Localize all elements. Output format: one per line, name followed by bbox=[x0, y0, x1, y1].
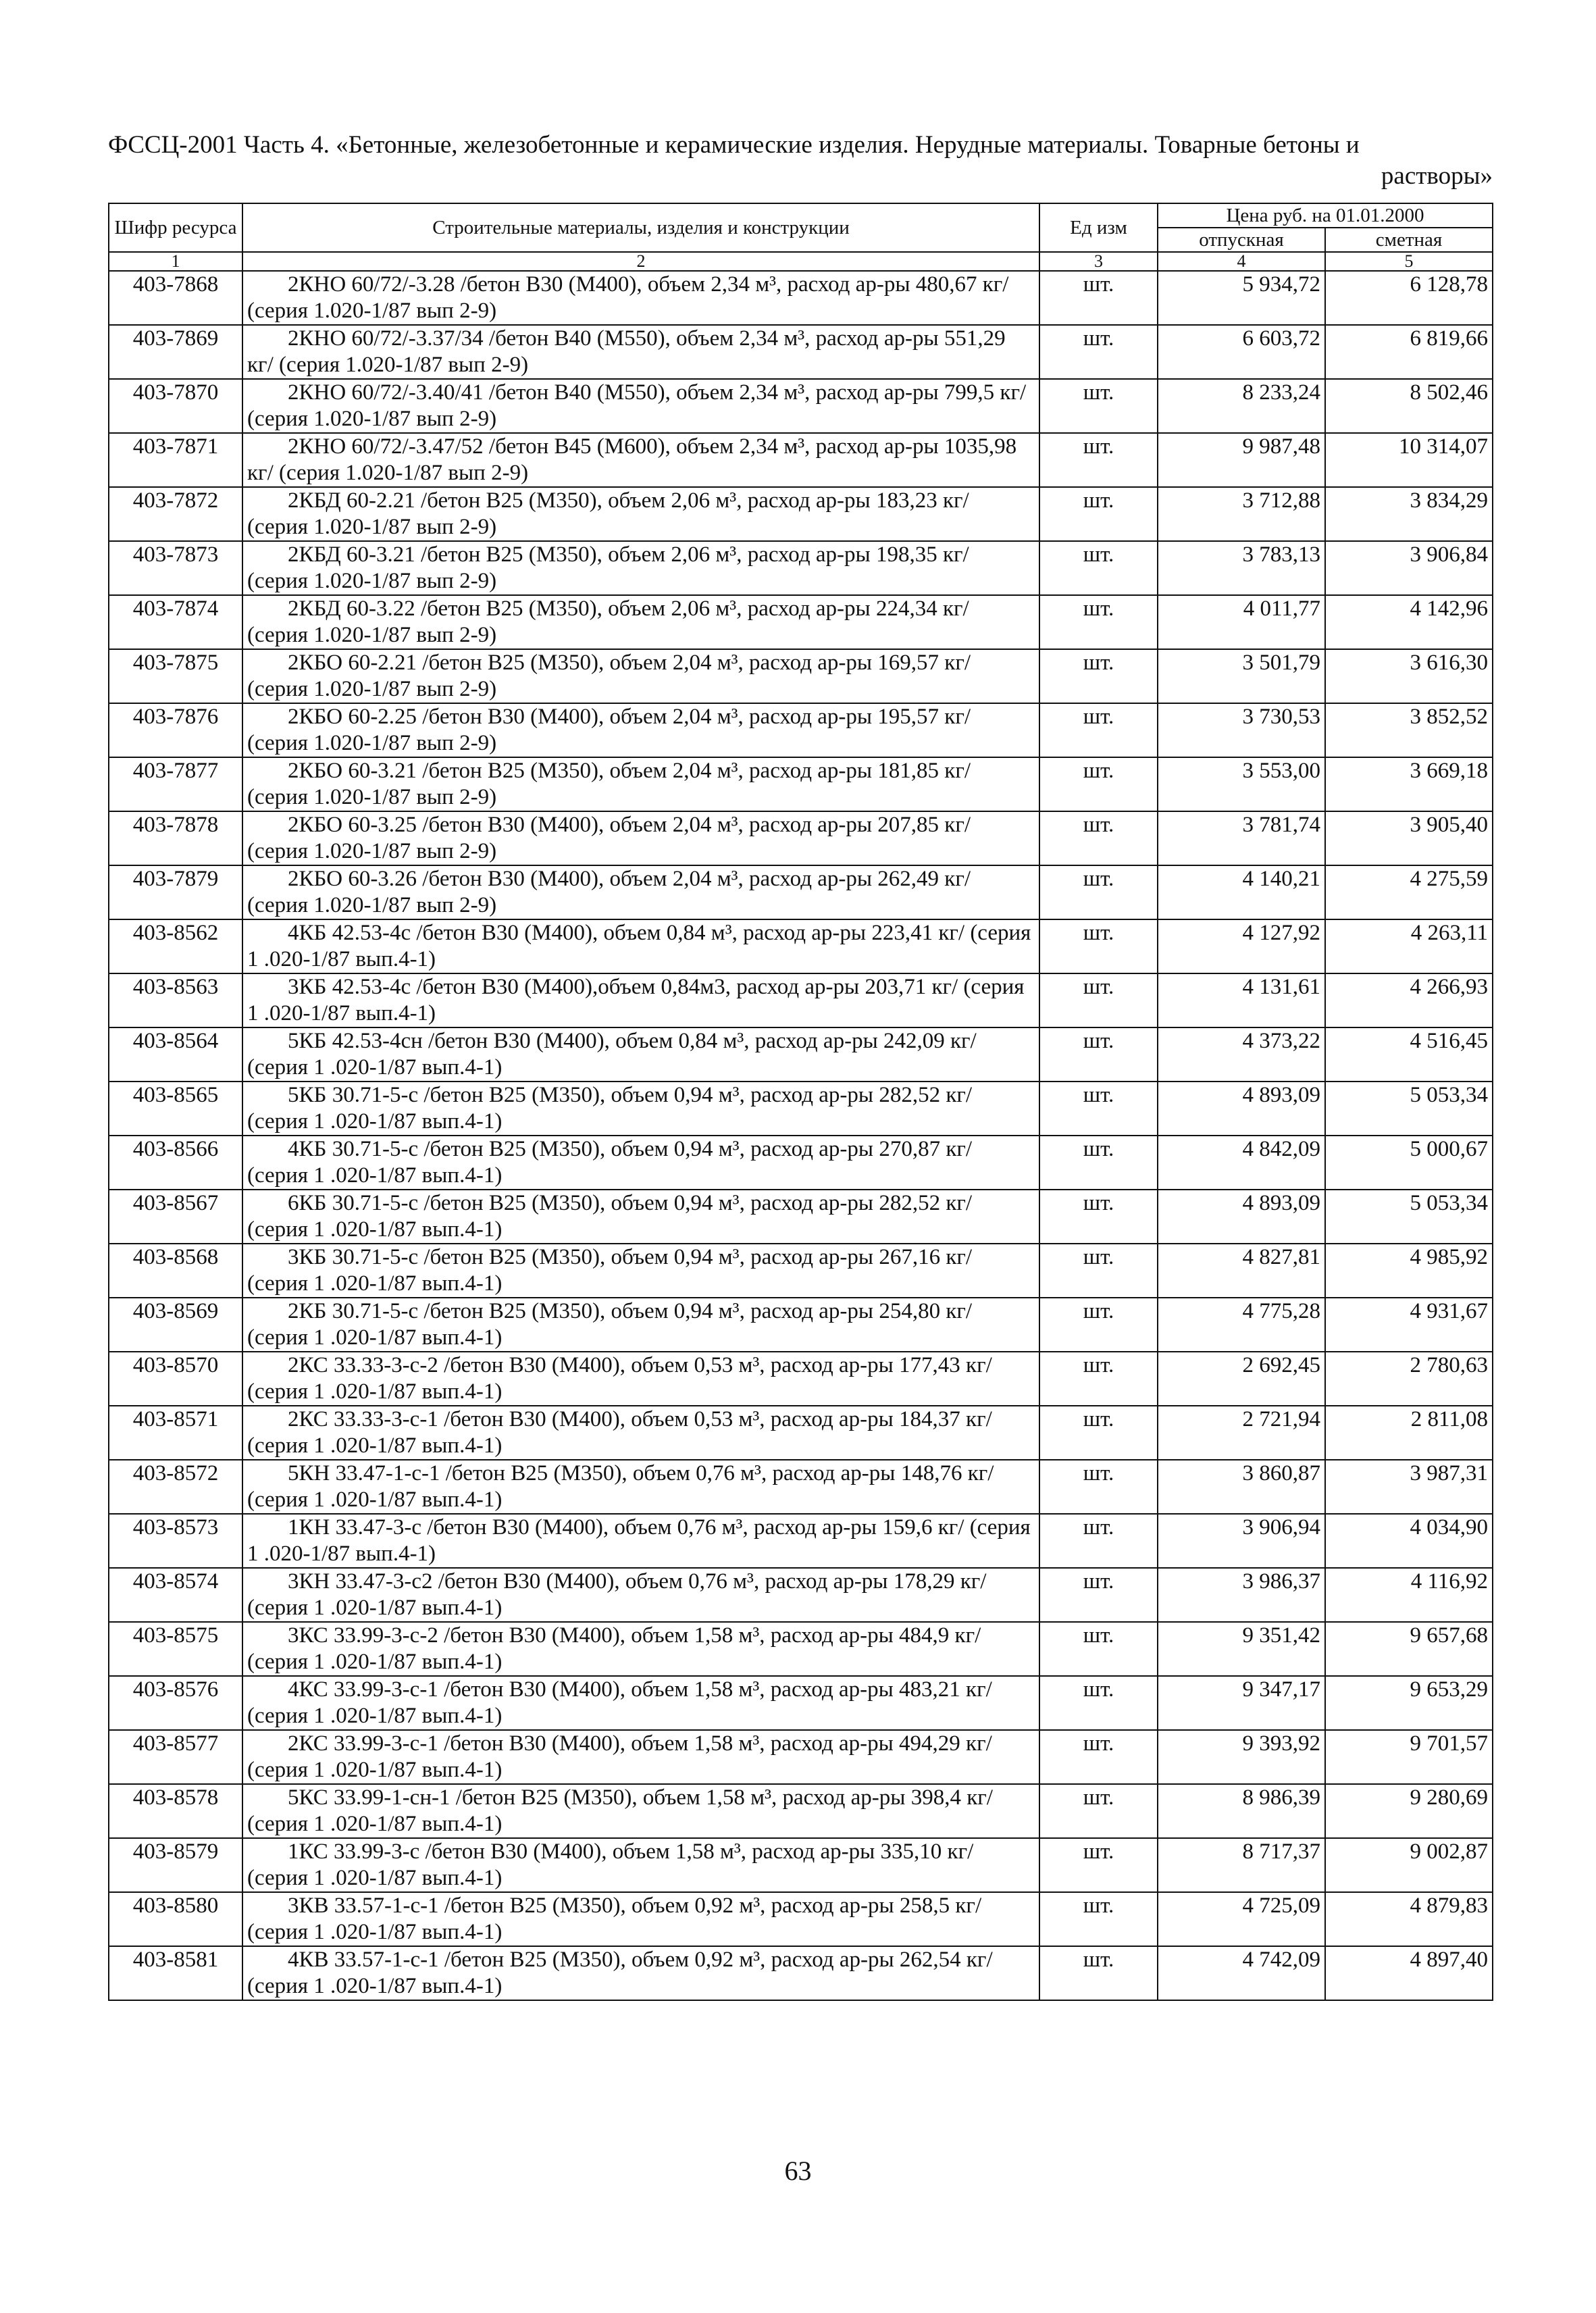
resource-code-cell: 403-8566 bbox=[109, 1136, 242, 1190]
unit-cell: шт. bbox=[1039, 1568, 1158, 1622]
release-price-cell: 3 781,74 bbox=[1158, 811, 1325, 865]
column-header-release-price: отпускная bbox=[1158, 228, 1325, 252]
release-price-cell: 8 233,24 bbox=[1158, 379, 1325, 433]
unit-cell: шт. bbox=[1039, 541, 1158, 595]
column-header-unit: Ед изм bbox=[1039, 203, 1158, 252]
estimate-price-cell: 2 780,63 bbox=[1325, 1352, 1493, 1406]
material-name-cell: 2КБО 60-2.25 /бетон В30 (М400), объем 2,04 м³, расход ар-ры 195,57 кг/ (серия 1.020-1/87 вып 2-9) bbox=[242, 703, 1039, 757]
table-row bbox=[109, 1082, 1493, 1136]
unit-cell: шт. bbox=[1039, 757, 1158, 811]
material-name-cell: 2КНО 60/72/-3.40/41 /бетон В40 (М550), объем 2,34 м³, расход ар-ры 799,5 кг/ (серия 1.020-1/87 вып 2-9) bbox=[242, 379, 1039, 433]
table-row bbox=[109, 973, 1493, 1027]
column-header-estimate-price: сметная bbox=[1325, 228, 1493, 252]
column-number: 3 bbox=[1039, 252, 1158, 271]
column-number: 2 bbox=[242, 252, 1039, 271]
estimate-price-cell: 9 701,57 bbox=[1325, 1730, 1493, 1784]
estimate-price-cell: 2 811,08 bbox=[1325, 1406, 1493, 1460]
estimate-price-cell: 4 142,96 bbox=[1325, 595, 1493, 649]
material-name-cell: 2КБО 60-3.26 /бетон В30 (М400), объем 2,04 м³, расход ар-ры 262,49 кг/ (серия 1.020-1/87 вып 2-9) bbox=[242, 865, 1039, 919]
table-row bbox=[109, 811, 1493, 865]
release-price-cell: 3 860,87 bbox=[1158, 1460, 1325, 1514]
resource-code-cell: 403-8567 bbox=[109, 1190, 242, 1244]
estimate-price-cell: 3 852,52 bbox=[1325, 703, 1493, 757]
unit-cell: шт. bbox=[1039, 1730, 1158, 1784]
table-row bbox=[109, 595, 1493, 649]
table-row bbox=[109, 1946, 1493, 2000]
table-row bbox=[109, 1136, 1493, 1190]
release-price-cell: 4 725,09 bbox=[1158, 1892, 1325, 1946]
column-header-price: Цена руб. на 01.01.2000 bbox=[1158, 203, 1493, 228]
resource-code-cell: 403-7876 bbox=[109, 703, 242, 757]
unit-cell: шт. bbox=[1039, 1406, 1158, 1460]
column-header-code: Шифр ресурса bbox=[109, 203, 242, 252]
resource-code-cell: 403-8578 bbox=[109, 1784, 242, 1838]
material-name-cell: 6КБ 30.71-5-с /бетон В25 (М350), объем 0,94 м³, расход ар-ры 282,52 кг/ (серия 1 .020-1/87 вып.4-1) bbox=[242, 1190, 1039, 1244]
unit-cell: шт. bbox=[1039, 487, 1158, 541]
resource-code-cell: 403-8576 bbox=[109, 1676, 242, 1730]
table-row bbox=[109, 1190, 1493, 1244]
unit-cell: шт. bbox=[1039, 1676, 1158, 1730]
table-row bbox=[109, 487, 1493, 541]
estimate-price-cell: 10 314,07 bbox=[1325, 433, 1493, 487]
table-row bbox=[109, 1298, 1493, 1352]
resource-code-cell: 403-7879 bbox=[109, 865, 242, 919]
estimate-price-cell: 4 516,45 bbox=[1325, 1027, 1493, 1082]
material-name-cell: 2КНО 60/72/-3.37/34 /бетон В40 (М550), объем 2,34 м³, расход ар-ры 551,29 кг/ (серия 1.020-1/87 вып 2-9) bbox=[242, 325, 1039, 379]
release-price-cell: 8 986,39 bbox=[1158, 1784, 1325, 1838]
resource-code-cell: 403-7872 bbox=[109, 487, 242, 541]
unit-cell: шт. bbox=[1039, 271, 1158, 325]
unit-cell: шт. bbox=[1039, 919, 1158, 973]
material-name-cell: 3КВ 33.57-1-с-1 /бетон В25 (М350), объем 0,92 м³, расход ар-ры 258,5 кг/ (серия 1 .020-1/87 вып.4-1) bbox=[242, 1892, 1039, 1946]
estimate-price-cell: 8 502,46 bbox=[1325, 379, 1493, 433]
unit-cell: шт. bbox=[1039, 1892, 1158, 1946]
table-row bbox=[109, 1460, 1493, 1514]
unit-cell: шт. bbox=[1039, 1136, 1158, 1190]
material-name-cell: 3КН 33.47-3-с2 /бетон В30 (М400), объем 0,76 м³, расход ар-ры 178,29 кг/ (серия 1 .020-1/87 вып.4-1) bbox=[242, 1568, 1039, 1622]
resource-code-cell: 403-8571 bbox=[109, 1406, 242, 1460]
page-number: 63 bbox=[784, 2156, 812, 2186]
price-table-body bbox=[109, 271, 1493, 2000]
resource-code-cell: 403-7874 bbox=[109, 595, 242, 649]
table-row bbox=[109, 541, 1493, 595]
column-number: 4 bbox=[1158, 252, 1325, 271]
document-header bbox=[108, 130, 1493, 192]
estimate-price-cell: 4 879,83 bbox=[1325, 1892, 1493, 1946]
material-name-cell: 2КБО 60-2.21 /бетон В25 (М350), объем 2,04 м³, расход ар-ры 169,57 кг/ (серия 1.020-1/87 вып 2-9) bbox=[242, 649, 1039, 703]
resource-code-cell: 403-7875 bbox=[109, 649, 242, 703]
column-number: 1 bbox=[109, 252, 242, 271]
resource-code-cell: 403-8568 bbox=[109, 1244, 242, 1298]
estimate-price-cell: 3 906,84 bbox=[1325, 541, 1493, 595]
release-price-cell: 2 721,94 bbox=[1158, 1406, 1325, 1460]
unit-cell: шт. bbox=[1039, 1190, 1158, 1244]
material-name-cell: 5КН 33.47-1-с-1 /бетон В25 (М350), объем 0,76 м³, расход ар-ры 148,76 кг/ (серия 1 .020-1/87 вып.4-1) bbox=[242, 1460, 1039, 1514]
table-row bbox=[109, 1892, 1493, 1946]
release-price-cell: 2 692,45 bbox=[1158, 1352, 1325, 1406]
table-row bbox=[109, 1514, 1493, 1568]
unit-cell: шт. bbox=[1039, 1514, 1158, 1568]
table-row bbox=[109, 703, 1493, 757]
unit-cell: шт. bbox=[1039, 1622, 1158, 1676]
resource-code-cell: 403-8577 bbox=[109, 1730, 242, 1784]
unit-cell: шт. bbox=[1039, 811, 1158, 865]
material-name-cell: 2КНО 60/72/-3.47/52 /бетон В45 (М600), объем 2,34 м³, расход ар-ры 1035,98 кг/ (серия 1.020-1/87 вып 2-9) bbox=[242, 433, 1039, 487]
estimate-price-cell: 4 985,92 bbox=[1325, 1244, 1493, 1298]
resource-code-cell: 403-7877 bbox=[109, 757, 242, 811]
unit-cell: шт. bbox=[1039, 1946, 1158, 2000]
estimate-price-cell: 9 280,69 bbox=[1325, 1784, 1493, 1838]
release-price-cell: 4 775,28 bbox=[1158, 1298, 1325, 1352]
table-row bbox=[109, 1244, 1493, 1298]
unit-cell: шт. bbox=[1039, 1244, 1158, 1298]
material-name-cell: 2КС 33.99-3-с-1 /бетон В30 (М400), объем 1,58 м³, расход ар-ры 494,29 кг/ (серия 1 .020-1/87 вып.4-1) bbox=[242, 1730, 1039, 1784]
material-name-cell: 2КБД 60-3.21 /бетон В25 (М350), объем 2,06 м³, расход ар-ры 198,35 кг/ (серия 1.020-1/87 вып 2-9) bbox=[242, 541, 1039, 595]
table-row bbox=[109, 865, 1493, 919]
release-price-cell: 5 934,72 bbox=[1158, 271, 1325, 325]
estimate-price-cell: 3 669,18 bbox=[1325, 757, 1493, 811]
resource-code-cell: 403-7870 bbox=[109, 379, 242, 433]
material-name-cell: 2КБД 60-3.22 /бетон В25 (М350), объем 2,06 м³, расход ар-ры 224,34 кг/ (серия 1.020-1/87 вып 2-9) bbox=[242, 595, 1039, 649]
table-row bbox=[109, 649, 1493, 703]
table-row bbox=[109, 271, 1493, 325]
estimate-price-cell: 6 128,78 bbox=[1325, 271, 1493, 325]
release-price-cell: 4 011,77 bbox=[1158, 595, 1325, 649]
resource-code-cell: 403-8570 bbox=[109, 1352, 242, 1406]
release-price-cell: 9 393,92 bbox=[1158, 1730, 1325, 1784]
estimate-price-cell: 6 819,66 bbox=[1325, 325, 1493, 379]
estimate-price-cell: 9 002,87 bbox=[1325, 1838, 1493, 1892]
resource-code-cell: 403-8573 bbox=[109, 1514, 242, 1568]
release-price-cell: 4 742,09 bbox=[1158, 1946, 1325, 2000]
estimate-price-cell: 4 263,11 bbox=[1325, 919, 1493, 973]
release-price-cell: 3 783,13 bbox=[1158, 541, 1325, 595]
material-name-cell: 1КН 33.47-3-с /бетон В30 (М400), объем 0,76 м³, расход ар-ры 159,6 кг/ (серия 1 .020-1/87 вып.4-1) bbox=[242, 1514, 1039, 1568]
release-price-cell: 4 131,61 bbox=[1158, 973, 1325, 1027]
release-price-cell: 4 893,09 bbox=[1158, 1190, 1325, 1244]
unit-cell: шт. bbox=[1039, 1298, 1158, 1352]
resource-code-cell: 403-8575 bbox=[109, 1622, 242, 1676]
release-price-cell: 4 827,81 bbox=[1158, 1244, 1325, 1298]
material-name-cell: 1КС 33.99-3-с /бетон В30 (М400), объем 1,58 м³, расход ар-ры 335,10 кг/ (серия 1 .020-1/87 вып.4-1) bbox=[242, 1838, 1039, 1892]
table-row bbox=[109, 325, 1493, 379]
estimate-price-cell: 4 116,92 bbox=[1325, 1568, 1493, 1622]
resource-code-cell: 403-8572 bbox=[109, 1460, 242, 1514]
release-price-cell: 3 501,79 bbox=[1158, 649, 1325, 703]
material-name-cell: 4КБ 30.71-5-с /бетон В25 (М350), объем 0,94 м³, расход ар-ры 270,87 кг/ (серия 1 .020-1/87 вып.4-1) bbox=[242, 1136, 1039, 1190]
release-price-cell: 4 127,92 bbox=[1158, 919, 1325, 973]
estimate-price-cell: 5 053,34 bbox=[1325, 1082, 1493, 1136]
release-price-cell: 9 347,17 bbox=[1158, 1676, 1325, 1730]
resource-code-cell: 403-8569 bbox=[109, 1298, 242, 1352]
unit-cell: шт. bbox=[1039, 379, 1158, 433]
unit-cell: шт. bbox=[1039, 433, 1158, 487]
table-row bbox=[109, 1838, 1493, 1892]
resource-code-cell: 403-7869 bbox=[109, 325, 242, 379]
material-name-cell: 4КВ 33.57-1-с-1 /бетон В25 (М350), объем 0,92 м³, расход ар-ры 262,54 кг/ (серия 1 .020-1/87 вып.4-1) bbox=[242, 1946, 1039, 2000]
estimate-price-cell: 9 657,68 bbox=[1325, 1622, 1493, 1676]
resource-code-cell: 403-8581 bbox=[109, 1946, 242, 2000]
resource-code-cell: 403-8579 bbox=[109, 1838, 242, 1892]
table-row bbox=[109, 1568, 1493, 1622]
material-name-cell: 2КС 33.33-3-с-1 /бетон В30 (М400), объем 0,53 м³, расход ар-ры 184,37 кг/ (серия 1 .020-1/87 вып.4-1) bbox=[242, 1406, 1039, 1460]
unit-cell: шт. bbox=[1039, 1784, 1158, 1838]
table-row bbox=[109, 1027, 1493, 1082]
release-price-cell: 3 553,00 bbox=[1158, 757, 1325, 811]
material-name-cell: 2КБО 60-3.25 /бетон В30 (М400), объем 2,04 м³, расход ар-ры 207,85 кг/ (серия 1.020-1/87 вып 2-9) bbox=[242, 811, 1039, 865]
estimate-price-cell: 3 616,30 bbox=[1325, 649, 1493, 703]
table-row bbox=[109, 433, 1493, 487]
estimate-price-cell: 3 987,31 bbox=[1325, 1460, 1493, 1514]
release-price-cell: 3 986,37 bbox=[1158, 1568, 1325, 1622]
table-row bbox=[109, 1352, 1493, 1406]
estimate-price-cell: 4 897,40 bbox=[1325, 1946, 1493, 2000]
material-name-cell: 4КБ 42.53-4с /бетон В30 (М400), объем 0,84 м³, расход ар-ры 223,41 кг/ (серия 1 .020-1/87 вып.4-1) bbox=[242, 919, 1039, 973]
unit-cell: шт. bbox=[1039, 973, 1158, 1027]
release-price-cell: 4 140,21 bbox=[1158, 865, 1325, 919]
estimate-price-cell: 4 034,90 bbox=[1325, 1514, 1493, 1568]
resource-code-cell: 403-8565 bbox=[109, 1082, 242, 1136]
release-price-cell: 3 712,88 bbox=[1158, 487, 1325, 541]
column-header-name: Строительные материалы, изделия и конструкции bbox=[242, 203, 1039, 252]
column-number: 5 bbox=[1325, 252, 1493, 271]
release-price-cell: 8 717,37 bbox=[1158, 1838, 1325, 1892]
unit-cell: шт. bbox=[1039, 595, 1158, 649]
material-name-cell: 5КБ 42.53-4сн /бетон В30 (М400), объем 0,84 м³, расход ар-ры 242,09 кг/ (серия 1 .020-1/87 вып.4-1) bbox=[242, 1027, 1039, 1082]
resource-code-cell: 403-7878 bbox=[109, 811, 242, 865]
estimate-price-cell: 9 653,29 bbox=[1325, 1676, 1493, 1730]
table-row bbox=[109, 919, 1493, 973]
release-price-cell: 4 373,22 bbox=[1158, 1027, 1325, 1082]
material-name-cell: 2КБД 60-2.21 /бетон В25 (М350), объем 2,06 м³, расход ар-ры 183,23 кг/ (серия 1.020-1/87 вып 2-9) bbox=[242, 487, 1039, 541]
material-name-cell: 3КБ 30.71-5-с /бетон В25 (М350), объем 0,94 м³, расход ар-ры 267,16 кг/ (серия 1 .020-1/87 вып.4-1) bbox=[242, 1244, 1039, 1298]
unit-cell: шт. bbox=[1039, 325, 1158, 379]
table-row bbox=[109, 1622, 1493, 1676]
material-name-cell: 3КС 33.99-3-с-2 /бетон В30 (М400), объем 1,58 м³, расход ар-ры 484,9 кг/ (серия 1 .020-1/87 вып.4-1) bbox=[242, 1622, 1039, 1676]
estimate-price-cell: 4 931,67 bbox=[1325, 1298, 1493, 1352]
material-name-cell: 2КНО 60/72/-3.28 /бетон В30 (М400), объем 2,34 м³, расход ар-ры 480,67 кг/ (серия 1.020-1/87 вып 2-9) bbox=[242, 271, 1039, 325]
resource-code-cell: 403-8574 bbox=[109, 1568, 242, 1622]
price-table bbox=[108, 203, 1493, 2001]
estimate-price-cell: 3 834,29 bbox=[1325, 487, 1493, 541]
resource-code-cell: 403-7871 bbox=[109, 433, 242, 487]
table-row bbox=[109, 757, 1493, 811]
estimate-price-cell: 5 000,67 bbox=[1325, 1136, 1493, 1190]
table-row bbox=[109, 1406, 1493, 1460]
material-name-cell: 2КБО 60-3.21 /бетон В25 (М350), объем 2,04 м³, расход ар-ры 181,85 кг/ (серия 1.020-1/87 вып 2-9) bbox=[242, 757, 1039, 811]
table-row bbox=[109, 1676, 1493, 1730]
unit-cell: шт. bbox=[1039, 649, 1158, 703]
table-row bbox=[109, 1784, 1493, 1838]
release-price-cell: 3 730,53 bbox=[1158, 703, 1325, 757]
resource-code-cell: 403-8564 bbox=[109, 1027, 242, 1082]
release-price-cell: 9 987,48 bbox=[1158, 433, 1325, 487]
resource-code-cell: 403-7873 bbox=[109, 541, 242, 595]
resource-code-cell: 403-8562 bbox=[109, 919, 242, 973]
material-name-cell: 5КБ 30.71-5-с /бетон В25 (М350), объем 0,94 м³, расход ар-ры 282,52 кг/ (серия 1 .020-1/87 вып.4-1) bbox=[242, 1082, 1039, 1136]
release-price-cell: 4 893,09 bbox=[1158, 1082, 1325, 1136]
header-title-line-2: растворы» bbox=[1381, 162, 1493, 190]
unit-cell: шт. bbox=[1039, 1352, 1158, 1406]
release-price-cell: 3 906,94 bbox=[1158, 1514, 1325, 1568]
resource-code-cell: 403-7868 bbox=[109, 271, 242, 325]
material-name-cell: 5КС 33.99-1-сн-1 /бетон В25 (М350), объем 1,58 м³, расход ар-ры 398,4 кг/ (серия 1 .020-1/87 вып.4-1) bbox=[242, 1784, 1039, 1838]
resource-code-cell: 403-8563 bbox=[109, 973, 242, 1027]
resource-code-cell: 403-8580 bbox=[109, 1892, 242, 1946]
unit-cell: шт. bbox=[1039, 1460, 1158, 1514]
estimate-price-cell: 5 053,34 bbox=[1325, 1190, 1493, 1244]
unit-cell: шт. bbox=[1039, 1027, 1158, 1082]
release-price-cell: 6 603,72 bbox=[1158, 325, 1325, 379]
estimate-price-cell: 3 905,40 bbox=[1325, 811, 1493, 865]
estimate-price-cell: 4 275,59 bbox=[1325, 865, 1493, 919]
material-name-cell: 3КБ 42.53-4с /бетон В30 (М400),объем 0,84м3, расход ар-ры 203,71 кг/ (серия 1 .020-1/87 вып.4-1) bbox=[242, 973, 1039, 1027]
material-name-cell: 2КС 33.33-3-с-2 /бетон В30 (М400), объем 0,53 м³, расход ар-ры 177,43 кг/ (серия 1 .020-1/87 вып.4-1) bbox=[242, 1352, 1039, 1406]
unit-cell: шт. bbox=[1039, 703, 1158, 757]
table-row bbox=[109, 379, 1493, 433]
table-row bbox=[109, 1730, 1493, 1784]
unit-cell: шт. bbox=[1039, 865, 1158, 919]
material-name-cell: 4КС 33.99-3-с-1 /бетон В30 (М400), объем 1,58 м³, расход ар-ры 483,21 кг/ (серия 1 .020-1/87 вып.4-1) bbox=[242, 1676, 1039, 1730]
release-price-cell: 9 351,42 bbox=[1158, 1622, 1325, 1676]
release-price-cell: 4 842,09 bbox=[1158, 1136, 1325, 1190]
estimate-price-cell: 4 266,93 bbox=[1325, 973, 1493, 1027]
unit-cell: шт. bbox=[1039, 1082, 1158, 1136]
header-title-line-1: ФССЦ-2001 Часть 4. «Бетонные, железобетонные и керамические изделия. Нерудные материалы. Товарные бетоны и bbox=[108, 131, 1360, 159]
material-name-cell: 2КБ 30.71-5-с /бетон В25 (М350), объем 0,94 м³, расход ар-ры 254,80 кг/ (серия 1 .020-1/87 вып.4-1) bbox=[242, 1298, 1039, 1352]
price-table-header bbox=[109, 203, 1493, 271]
unit-cell: шт. bbox=[1039, 1838, 1158, 1892]
